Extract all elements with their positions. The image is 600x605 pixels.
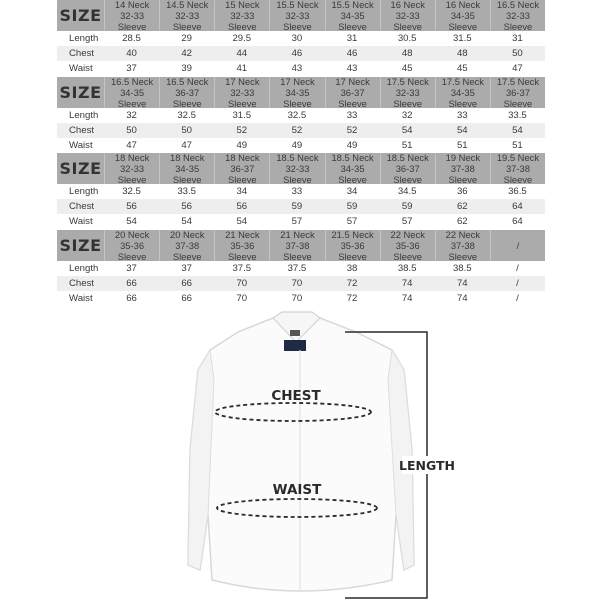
table-cell: 47 <box>126 140 137 151</box>
table-cell: 32.5 <box>287 110 307 121</box>
size-header-cell <box>104 0 159 31</box>
table-cell: 33 <box>291 186 303 197</box>
row-label: Length <box>69 110 99 121</box>
table-cell: 54 <box>126 216 137 227</box>
table-cell: 37.5 <box>287 263 307 274</box>
table-cell: 34 <box>236 186 248 197</box>
neck-size: 18 Neck <box>225 152 260 163</box>
sleeve-size: 32-33 Sleeve <box>117 10 147 32</box>
size-header-cell <box>380 77 435 108</box>
table-cell: 51 <box>456 140 468 151</box>
size-header-cell <box>159 77 214 108</box>
table-cell: 36.5 <box>508 186 527 197</box>
table-cell: 52 <box>291 125 303 136</box>
table-cell: 72 <box>346 293 358 304</box>
table-cell: 33.5 <box>177 186 197 197</box>
neck-size: 17 Neck <box>335 76 370 87</box>
table-row <box>57 214 545 229</box>
sleeve-size: 34-35 Sleeve <box>283 87 312 109</box>
table-cell: 57 <box>291 216 303 227</box>
table-cell: 51 <box>512 140 523 151</box>
table-cell: 70 <box>291 293 303 304</box>
table-cell: 30 <box>291 33 303 44</box>
table-cell: 31 <box>512 33 523 44</box>
table-cell: 39 <box>181 63 193 74</box>
size-header-cell <box>269 77 324 108</box>
sleeve-size: 32-33 Sleeve <box>393 87 423 109</box>
size-header-cell <box>269 153 324 184</box>
size-header-cell <box>104 153 159 184</box>
neck-size: 16.5 Neck <box>496 0 540 10</box>
table-cell: 31.5 <box>452 33 472 44</box>
table-cell: 64 <box>512 201 523 212</box>
neck-size: 19.5 Neck <box>496 152 540 163</box>
collar-label <box>290 330 300 336</box>
sleeve-size: 36-37 Sleeve <box>227 163 257 185</box>
size-header-cell <box>214 0 269 31</box>
size-header-label: SIZE <box>59 236 102 255</box>
size-header-cell <box>214 77 269 108</box>
size-header-row <box>57 230 545 261</box>
size-header-cell <box>435 0 490 31</box>
table-cell: 40 <box>126 48 137 59</box>
table-cell: 66 <box>126 278 137 289</box>
size-header-cell <box>325 153 380 184</box>
table-cell: 34.5 <box>397 186 417 197</box>
size-header-cell <box>269 230 324 261</box>
sleeve-size: 36-37 Sleeve <box>338 87 367 109</box>
size-table-3 <box>57 153 545 229</box>
table-cell: 46 <box>291 48 303 59</box>
table-cell: / <box>516 293 519 304</box>
sleeve-size: 34-35 Sleeve <box>448 87 478 109</box>
row-label: Chest <box>69 201 95 212</box>
row-label: Waist <box>69 293 93 304</box>
sleeve-size: 34-35 Sleeve <box>338 163 367 185</box>
sleeve-size: 37-38 Sleeve <box>448 163 478 185</box>
shirt-body <box>188 318 414 591</box>
sleeve-size: 34-35 Sleeve <box>448 10 478 32</box>
table-row <box>57 199 545 214</box>
table-cell: 47 <box>512 63 523 74</box>
sleeve-size: 37-38 Sleeve <box>283 240 312 262</box>
row-label: Waist <box>69 140 93 151</box>
table-cell: 50 <box>126 125 137 136</box>
table-cell: 48 <box>401 48 413 59</box>
table-cell: 72 <box>346 278 358 289</box>
table-cell: 70 <box>236 293 248 304</box>
size-table-1 <box>57 0 545 76</box>
table-cell: 33 <box>346 110 358 121</box>
table-cell: 56 <box>236 201 248 212</box>
neck-size: 16 Neck <box>445 0 481 10</box>
table-cell: / <box>516 278 519 289</box>
neck-size: 15.5 Neck <box>331 0 374 10</box>
size-header-cell <box>490 153 545 184</box>
table-row <box>57 261 545 276</box>
neck-size: 15.5 Neck <box>276 0 319 10</box>
table-row <box>57 31 545 46</box>
table-cell: 45 <box>456 63 468 74</box>
size-header-cell <box>380 0 435 31</box>
table-cell: 62 <box>456 216 468 227</box>
table-row <box>57 61 545 76</box>
size-header-cell <box>159 230 214 261</box>
neck-size: 17.5 Neck <box>496 76 540 87</box>
table-cell: 32.5 <box>122 186 141 197</box>
table-cell: 66 <box>181 293 193 304</box>
sleeve-size: 35-36 Sleeve <box>393 240 423 262</box>
table-cell: 74 <box>456 278 468 289</box>
table-cell: 54 <box>512 125 523 136</box>
sleeve-size: 34-35 Sleeve <box>117 87 147 109</box>
table-cell: 51 <box>401 140 413 151</box>
size-header-row <box>57 77 545 108</box>
row-label: Chest <box>69 125 95 136</box>
table-cell: 49 <box>236 140 248 151</box>
row-label: Length <box>69 186 99 197</box>
sleeve-size: 36-37 Sleeve <box>503 87 533 109</box>
sleeve-size: 36-37 Sleeve <box>172 87 202 109</box>
size-header-label: SIZE <box>59 83 102 102</box>
size-header-cell <box>380 230 435 261</box>
neck-size: 16.5 Neck <box>110 76 154 87</box>
table-row <box>57 291 545 306</box>
size-header-row <box>57 0 545 31</box>
neck-size: 18.5 Neck <box>276 152 319 163</box>
sleeve-size: 35-36 Sleeve <box>117 240 147 262</box>
table-cell: 31 <box>346 33 358 44</box>
size-table-4 <box>57 230 545 306</box>
size-header-label: SIZE <box>59 6 102 25</box>
table-cell: 37 <box>126 63 137 74</box>
neck-size: 22 Neck <box>445 229 481 240</box>
neck-size: 20 Neck <box>114 229 150 240</box>
neck-size: 21.5 Neck <box>331 229 374 240</box>
collar-tag <box>284 340 306 351</box>
shirt-illustration <box>0 310 600 600</box>
sleeve-size: 32-33 Sleeve <box>172 10 202 32</box>
table-cell: 57 <box>401 216 413 227</box>
table-cell: 33 <box>456 110 468 121</box>
table-cell: 74 <box>401 293 413 304</box>
sleeve-size: 35-36 Sleeve <box>338 240 367 262</box>
table-cell: 43 <box>291 63 303 74</box>
neck-size: 14 Neck <box>114 0 150 10</box>
length-label: LENGTH <box>399 458 455 473</box>
table-cell: 66 <box>181 278 193 289</box>
table-cell: 56 <box>126 201 137 212</box>
table-cell: 34 <box>346 186 358 197</box>
table-cell: 45 <box>401 63 413 74</box>
size-header-label: SIZE <box>59 159 102 178</box>
table-cell: 30.5 <box>397 33 417 44</box>
neck-size: 16.5 Neck <box>166 76 209 87</box>
size-header-cell <box>214 153 269 184</box>
table-cell: 49 <box>291 140 303 151</box>
sleeve-size: 32-33 Sleeve <box>503 10 533 32</box>
table-cell: 37.5 <box>232 263 252 274</box>
table-cell: 64 <box>512 216 523 227</box>
sleeve-size: 32-33 Sleeve <box>227 87 257 109</box>
table-cell: 43 <box>346 63 358 74</box>
table-cell: 54 <box>456 125 468 136</box>
size-header-cell <box>159 153 214 184</box>
table-cell: 59 <box>291 201 303 212</box>
size-header-cell <box>380 153 435 184</box>
table-cell: 44 <box>236 48 248 59</box>
table-cell: 29 <box>181 33 193 44</box>
table-cell: 41 <box>236 63 248 74</box>
table-cell: 31.5 <box>232 110 252 121</box>
row-label: Waist <box>69 63 93 74</box>
neck-size: 17.5 Neck <box>441 76 484 87</box>
table-cell: 32.5 <box>177 110 197 121</box>
neck-size: 18.5 Neck <box>386 152 429 163</box>
table-cell: 38.5 <box>452 263 472 274</box>
size-header-cell <box>269 0 324 31</box>
neck-size: / <box>516 240 520 251</box>
neck-size: 17 Neck <box>280 76 315 87</box>
neck-size: 14.5 Neck <box>166 0 209 10</box>
sleeve-size: 37-38 Sleeve <box>448 240 478 262</box>
table-cell: 74 <box>456 293 468 304</box>
table-cell: 29.5 <box>232 33 252 44</box>
size-header-cell <box>490 77 545 108</box>
row-label: Waist <box>69 216 93 227</box>
table-cell: 59 <box>346 201 358 212</box>
table-cell: 52 <box>236 125 248 136</box>
table-cell: 32 <box>401 110 413 121</box>
neck-size: 16 Neck <box>390 0 425 10</box>
table-cell: 54 <box>181 216 193 227</box>
size-header-cell <box>325 0 380 31</box>
neck-size: 15 Neck <box>225 0 260 10</box>
table-cell: 59 <box>401 201 413 212</box>
table-cell: 54 <box>401 125 413 136</box>
table-cell: 47 <box>181 140 193 151</box>
table-cell: 49 <box>346 140 358 151</box>
neck-size: 19 Neck <box>445 152 481 163</box>
sleeve-size: 35-36 Sleeve <box>227 240 257 262</box>
neck-size: 17.5 Neck <box>386 76 429 87</box>
shirt-diagram <box>0 310 600 600</box>
table-cell: 42 <box>181 48 193 59</box>
size-header-cell <box>159 0 214 31</box>
table-cell: 46 <box>346 48 358 59</box>
table-cell: 52 <box>346 125 358 136</box>
size-header-cell <box>325 77 380 108</box>
neck-size: 18.5 Neck <box>331 152 374 163</box>
size-header-cell <box>104 230 159 261</box>
table-row <box>57 138 545 153</box>
table-cell: 66 <box>126 293 137 304</box>
size-header-cell <box>435 77 490 108</box>
size-header-cell <box>435 153 490 184</box>
table-cell: 38 <box>346 263 358 274</box>
table-cell: 48 <box>456 48 468 59</box>
table-cell: 50 <box>181 125 193 136</box>
neck-size: 21 Neck <box>280 229 315 240</box>
size-header-cell <box>214 230 269 261</box>
row-label: Chest <box>69 278 95 289</box>
table-cell: 70 <box>236 278 248 289</box>
row-label: Length <box>69 33 99 44</box>
sleeve-size: 37-38 Sleeve <box>503 163 533 185</box>
size-header-cell <box>435 230 490 261</box>
table-row <box>57 108 545 123</box>
table-cell: 33.5 <box>508 110 527 121</box>
chest-label: CHEST <box>271 388 321 404</box>
sleeve-size: 32-33 Sleeve <box>283 10 312 32</box>
sleeve-size: 32-33 Sleeve <box>283 163 312 185</box>
sleeve-size: 37-38 Sleeve <box>172 240 202 262</box>
table-cell: 56 <box>181 201 193 212</box>
neck-size: 20 Neck <box>169 229 205 240</box>
size-header-cell <box>490 230 545 261</box>
sleeve-size: 36-37 Sleeve <box>393 163 423 185</box>
neck-size: 18 Neck <box>169 152 205 163</box>
table-cell: 74 <box>401 278 413 289</box>
sleeve-size: 34-35 Sleeve <box>172 163 202 185</box>
table-row <box>57 46 545 61</box>
table-cell: 62 <box>456 201 468 212</box>
size-header-cell <box>325 230 380 261</box>
neck-size: 17 Neck <box>225 76 260 87</box>
row-label: Length <box>69 263 99 274</box>
row-label: Chest <box>69 48 95 59</box>
sleeve-size: 32-33 Sleeve <box>227 10 257 32</box>
waist-label: WAIST <box>272 482 322 498</box>
sleeve-size: 34-35 Sleeve <box>338 10 367 32</box>
table-cell: 70 <box>291 278 303 289</box>
size-header-cell <box>490 0 545 31</box>
table-row <box>57 184 545 199</box>
table-cell: 50 <box>512 48 523 59</box>
table-cell: 37 <box>126 263 137 274</box>
sleeve-size: 32-33 Sleeve <box>117 163 147 185</box>
table-cell: 57 <box>346 216 358 227</box>
size-header-row <box>57 153 545 184</box>
table-row <box>57 276 545 291</box>
size-header-cell <box>104 77 159 108</box>
neck-size: 18 Neck <box>114 152 150 163</box>
neck-size: 21 Neck <box>225 229 260 240</box>
table-row <box>57 123 545 138</box>
table-cell: 36 <box>456 186 468 197</box>
neck-size: 22 Neck <box>390 229 425 240</box>
table-cell: 32 <box>126 110 137 121</box>
size-table-2 <box>57 77 545 153</box>
table-cell: / <box>516 263 519 274</box>
table-cell: 37 <box>181 263 193 274</box>
table-cell: 54 <box>236 216 248 227</box>
table-cell: 28.5 <box>122 33 141 44</box>
table-cell: 38.5 <box>397 263 417 274</box>
sleeve-size: 32-33 Sleeve <box>393 10 423 32</box>
